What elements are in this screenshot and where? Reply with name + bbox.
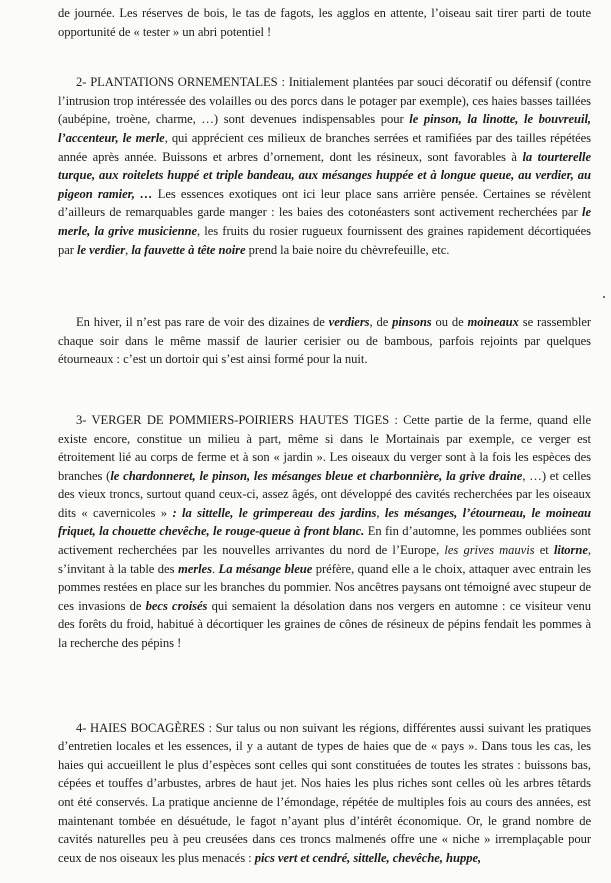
text-run: prend la baie noire du chèvrefeuille, etc. bbox=[245, 242, 450, 257]
emphasized-text: La mésange bleue bbox=[218, 561, 313, 576]
emphasized-text: verdiers bbox=[328, 315, 370, 330]
text-run: En hiver, il n’est pas rare de voir des dizaines de bbox=[76, 315, 329, 330]
text-run: , s’invitant à la table des bbox=[58, 543, 591, 576]
emphasized-text: les grives mauvis bbox=[444, 543, 535, 558]
text-run: 4- HAIES BOCAGÈRES : Sur talus ou non suivant les régions, différentes aussi suivant les pratiques d’entretien locales et les essences, il y a autant de types de haies que de « pays ». Dans tous les cas, les haies qui accueillent le plus d’espèces sont celles qui sont constituées de toutes les strates : buissons bas, cépées et touffes d’arbustes, arbres de haut jet. Nos haies les plus riches sont celles où les arbres têtards ont été conservés. La pratique ancienne de l’émondage, répétée de multiples fois au cours des années, est maintenant tombée en désuétude, le fagot n’ayant plus d’intérêt économique. Or, le grand nombre de cavités naturelles peu à peu creusées dans ces troncs malmenés offre une « niche » irremplaçable pour ceux de nos oiseaux les plus menacés : bbox=[58, 720, 591, 865]
text-run: . bbox=[211, 561, 219, 576]
text-run: préfère, quand elle a le choix, attaquer avec entrain les pommes restées en place sur les branches du pommier. Nos ancêtres paysans ont témoigné avec stupeur de ces invasions de bbox=[58, 561, 591, 613]
section-plantations-ornementales bbox=[58, 73, 591, 259]
text-run: ou de bbox=[431, 315, 468, 330]
emphasized-text: le pinson, la linotte, le bouvreuil, l’accenteur, le merle bbox=[58, 112, 591, 145]
emphasized-text: le verdier bbox=[77, 242, 126, 257]
text-run: 3- VERGER DE POMMIERS-POIRIERS HAUTES TIGES : Cette partie de la ferme, quand elle existe encore, constitue un milieu à part, même si dans le Mortainais par exemple, ce verger est étroitement lié au corps de ferme et à son « jardin ». Les oiseaux du verger sont à la fois les espèces des branches ( bbox=[58, 412, 591, 483]
text-run: Les essences exotiques ont ici leur place sans arrière pensée. Certaines se révèlent d’ailleurs de remarquables garde manger : les baies des cotonéasters sont activement recherchées par bbox=[58, 186, 591, 220]
text-run: En fin d’automne, les pommes oubliées sont activement recherchées par les nouvelles arrivantes du nord de l’Europe, bbox=[58, 524, 591, 558]
text-run: , …) et celles des vieux troncs, surtout quand ceux-ci, assez âgés, ont développé des cavités recherchées par les oiseaux dits « cavernicoles » bbox=[58, 468, 591, 520]
text-run: qui semaient la désolation dans nos vergers en automne : ce visiteur venu des forêts du froid, habitué à décortiquer les graines de cônes de résineux de pépins fendait les pommes à la recherche des pépins ! bbox=[58, 598, 591, 651]
emphasized-text: les mésanges, l’étourneau, le moineau friquet, la chouette chevêche, le rouge-queue à front blanc. bbox=[58, 505, 592, 539]
section-verger bbox=[58, 411, 591, 653]
winter-paragraph bbox=[58, 313, 591, 369]
emphasized-text: merles bbox=[177, 561, 212, 576]
emphasized-text: la tourterelle turque, aux roitelets huppé et triple bandeau, aux mésanges huppée et à longue queue, au verdier, au pigeon ramier, … bbox=[58, 149, 591, 201]
text-run: , bbox=[125, 242, 132, 257]
section-haies-bocageres bbox=[58, 719, 591, 868]
emphasized-text: : la sittelle, le grimpereau des jardins bbox=[172, 505, 377, 520]
emphasized-text: litorne bbox=[553, 543, 588, 558]
text-run: se rassembler chaque soir dans le même massif de laurier cerisier ou de bambous, parfois rejoints par quelques étourneaux : c’est un dortoir qui s’est ainsi formé pour la nuit. bbox=[58, 315, 591, 367]
text-run: de journée. Les réserves de bois, le tas de fagots, les agglos en attente, l’oiseau sait tirer parti de toute opportunité de « tester » un abri potentiel ! bbox=[58, 6, 591, 39]
emphasized-text: pics vert et cendré, sittelle, chevêche, huppe, bbox=[254, 850, 482, 865]
emphasized-text: le merle, la grive musicienne bbox=[58, 205, 591, 238]
emphasized-text: moineaux bbox=[467, 315, 519, 330]
emphasized-text: la fauvette à tête noire bbox=[131, 242, 246, 257]
text-run: 2- PLANTATIONS ORNEMENTALES : Initialement plantées par souci décoratif ou défensif (contre l’intrusion trop intéressée des volailles ou des porcs dans le potager par exemple), ces haies basses taillées (aubépine, troène, charme, …) sont devenues indispensables pour bbox=[58, 75, 591, 127]
intro-paragraph bbox=[58, 4, 591, 41]
text-run: , les fruits du rosier rugueux fournissent des graines rapidement décortiquées par bbox=[58, 223, 591, 257]
text-run: , bbox=[376, 505, 385, 520]
stray-mark bbox=[603, 296, 605, 298]
text-run: et bbox=[534, 543, 554, 558]
emphasized-text: le chardonneret, le pinson, les mésanges bleue et charbonnière, la grive draine bbox=[110, 468, 523, 483]
emphasized-text: becs croisés bbox=[145, 598, 208, 613]
text-run: , de bbox=[369, 315, 393, 330]
text-run: , qui apprécient ces milieux de branches serrées et ramifiées par des tailles répétées année après année. Buissons et arbres d’ornement, dont les résineux, sont favorables à bbox=[58, 130, 591, 164]
emphasized-text: pinsons bbox=[392, 315, 432, 330]
